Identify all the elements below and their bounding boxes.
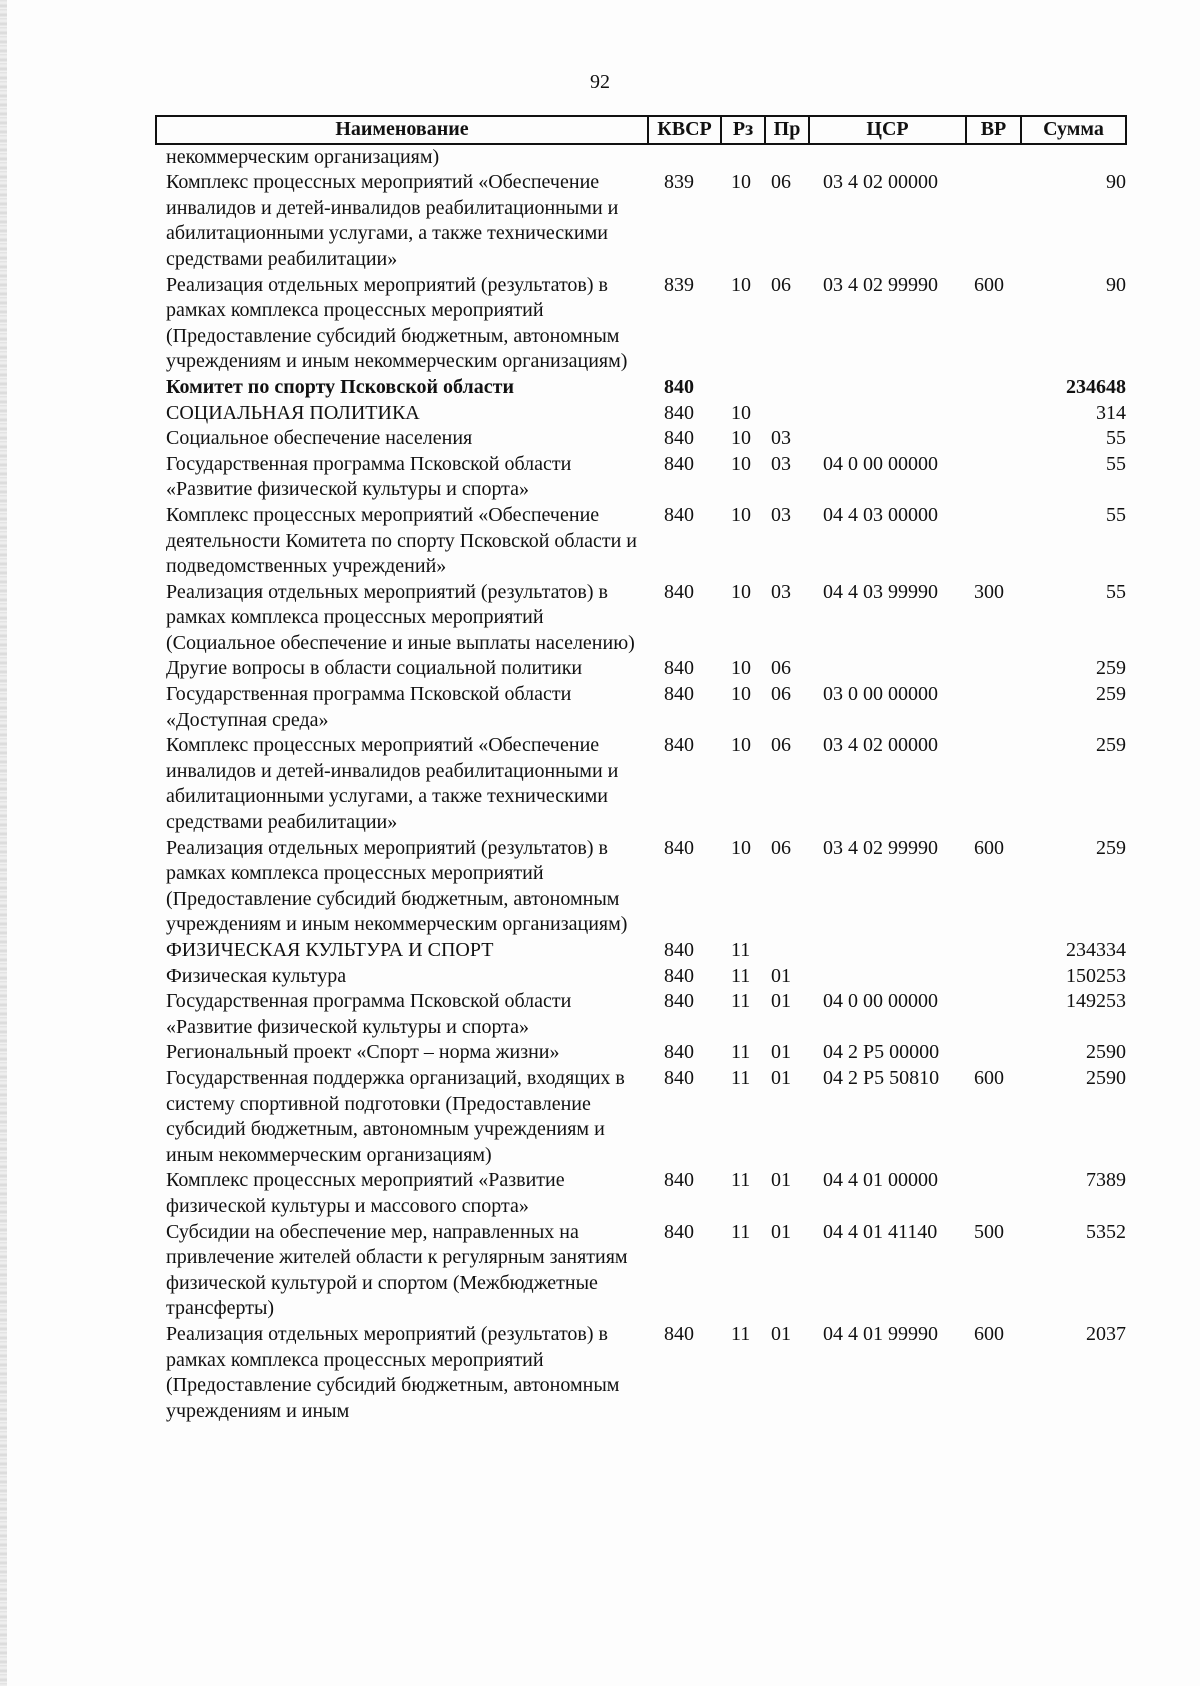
cell-name: Другие вопросы в области социальной политики: [166, 657, 583, 680]
cell-kvsr: 840: [664, 1220, 694, 1243]
cell-sum: 90: [1106, 171, 1126, 194]
cell-kvsr: [648, 144, 721, 171]
cell-pr: 03: [771, 580, 791, 603]
cell-pr: 01: [771, 990, 791, 1013]
cell-kvsr: 840: [664, 734, 694, 757]
cell-csr: 03 4 02 00000: [823, 171, 938, 194]
cell-csr: 04 0 00 00000: [823, 452, 938, 475]
cell-vr: 600: [974, 836, 1004, 859]
cell-rz: 10: [731, 452, 751, 475]
cell-csr: [809, 656, 966, 682]
cell-pr: 06: [771, 657, 791, 680]
cell-vr: [966, 989, 1021, 1040]
cell-name: Реализация отдельных мероприятий (результатов) в рамках комплекса процессных мероприятий (Предоставление субсидий бюджетным, автономным учреждениям и иным: [166, 1322, 620, 1422]
cell-name: Комплекс процессных мероприятий «Развитие физической культуры и массового спорта»: [166, 1169, 565, 1217]
cell-name: Государственная программа Псковской области «Развитие физической культуры и спорта»: [166, 452, 572, 501]
cell-pr: 03: [771, 427, 791, 450]
table-row: [156, 733, 1126, 835]
cell-sum: 2590: [1086, 1066, 1126, 1089]
cell-rz: 11: [731, 1066, 751, 1089]
cell-sum: 234334: [1066, 939, 1126, 961]
cell-name: Государственная программа Псковской области «Развитие физической культуры и спорта»: [166, 990, 572, 1038]
cell-pr: [765, 144, 809, 171]
cell-sum: 259: [1096, 657, 1126, 680]
cell-name: Реализация отдельных мероприятий (результатов) в рамках комплекса процессных мероприятий (Социальное обеспечение и иные выплаты населению): [166, 580, 635, 654]
cell-vr: [966, 1168, 1021, 1219]
cell-pr: 03: [771, 452, 791, 475]
page-number: 92: [590, 71, 610, 93]
cell-csr: 04 4 03 99990: [823, 580, 938, 603]
table-row: [156, 989, 1126, 1040]
cell-sum: 259: [1096, 683, 1126, 706]
scan-edge: [0, 0, 7, 1686]
cell-pr: 01: [771, 1322, 791, 1345]
cell-csr: 03 4 02 99990: [823, 273, 938, 296]
cell-pr: 06: [771, 171, 791, 194]
cell-sum: 55: [1106, 580, 1126, 603]
cell-csr: 04 4 01 41140: [823, 1220, 938, 1243]
cell-vr: 600: [974, 1322, 1004, 1345]
cell-rz: 11: [731, 1041, 751, 1064]
column-header-sum: Сумма: [1021, 116, 1126, 144]
cell-name: Государственная программа Псковской области «Доступная среда»: [166, 683, 572, 731]
cell-rz: 10: [731, 171, 751, 194]
cell-vr: [966, 426, 1021, 452]
cell-pr: [765, 375, 809, 401]
cell-pr: 01: [771, 1169, 791, 1192]
cell-pr: 06: [771, 683, 791, 706]
cell-pr: 06: [771, 734, 791, 757]
cell-name: Социальное обеспечение населения: [166, 427, 473, 450]
cell-kvsr: 840: [664, 580, 694, 603]
cell-sum: 7389: [1086, 1169, 1126, 1192]
table-row: [156, 836, 1126, 938]
table-row: [156, 656, 1126, 682]
cell-sum: 55: [1106, 427, 1126, 450]
table-row: [156, 503, 1126, 580]
cell-vr: [966, 733, 1021, 835]
cell-csr: [809, 426, 966, 452]
table-row: [156, 426, 1126, 452]
cell-pr: 06: [771, 273, 791, 296]
cell-csr: 04 4 01 00000: [823, 1169, 938, 1192]
cell-csr: 04 2 P5 50810: [823, 1066, 940, 1089]
cell-csr: [809, 401, 966, 427]
cell-sum: 149253: [1066, 990, 1126, 1013]
cell-rz: 10: [731, 836, 751, 859]
cell-rz: 10: [731, 734, 751, 757]
cell-rz: 11: [731, 1322, 751, 1345]
cell-sum: 2037: [1086, 1322, 1126, 1345]
cell-sum: 259: [1096, 836, 1126, 859]
cell-rz: 10: [731, 580, 751, 603]
cell-pr: 01: [771, 1066, 791, 1089]
cell-rz: 11: [731, 990, 751, 1013]
column-header-vr: ВР: [966, 116, 1021, 144]
cell-csr: [809, 964, 966, 990]
table-body: [156, 144, 1126, 1425]
cell-name: некоммерческим организациям): [166, 145, 440, 168]
cell-vr: [966, 1040, 1021, 1066]
cell-pr: 01: [771, 1220, 791, 1243]
table-header: [156, 116, 1126, 144]
cell-csr: 04 2 P5 00000: [823, 1041, 940, 1064]
cell-kvsr: 840: [664, 1322, 694, 1345]
cell-vr: [966, 938, 1021, 964]
cell-name: ФИЗИЧЕСКАЯ КУЛЬТУРА И СПОРТ: [166, 939, 494, 961]
cell-csr: [809, 144, 966, 171]
cell-name: Государственная поддержка организаций, входящих в систему спортивной подготовки (Предоставление субсидий бюджетным, автономным учреждениям и иным некоммерческим организациям): [166, 1066, 625, 1166]
table-row: [156, 452, 1126, 503]
cell-rz: 10: [731, 427, 751, 450]
cell-rz: 11: [731, 1169, 751, 1192]
cell-pr: 01: [771, 964, 791, 987]
cell-vr: [966, 375, 1021, 401]
cell-kvsr: 840: [664, 452, 694, 475]
cell-rz: [721, 144, 765, 171]
table-row: [156, 1066, 1126, 1168]
table-row: [156, 1168, 1126, 1219]
cell-rz: [721, 375, 765, 401]
cell-vr: 600: [974, 273, 1004, 296]
budget-table: [155, 115, 1127, 1424]
cell-kvsr: 839: [664, 171, 694, 194]
cell-rz: 11: [731, 939, 751, 961]
cell-name: Комплекс процессных мероприятий «Обеспечение инвалидов и детей-инвалидов реабилитационными и абилитационными услугами, а также техническими средствами реабилитации»: [166, 734, 619, 834]
table-row: [156, 1040, 1126, 1066]
table-row: [156, 580, 1126, 657]
cell-csr: 04 0 00 00000: [823, 990, 938, 1013]
cell-name: Региональный проект «Спорт – норма жизни»: [166, 1041, 560, 1064]
cell-vr: 500: [974, 1220, 1004, 1243]
column-header-name: Наименование: [156, 116, 648, 144]
cell-rz: 10: [731, 657, 751, 680]
column-header-pr: Пр: [765, 116, 809, 144]
cell-pr: 06: [771, 836, 791, 859]
cell-sum: 2590: [1086, 1041, 1126, 1064]
cell-sum: 234648: [1066, 375, 1126, 398]
cell-kvsr: 840: [664, 964, 694, 987]
cell-vr: [966, 656, 1021, 682]
cell-csr: [809, 938, 966, 964]
cell-sum: 259: [1096, 734, 1126, 757]
cell-rz: 10: [731, 401, 751, 424]
cell-csr: 03 4 02 00000: [823, 734, 938, 757]
cell-name: СОЦИАЛЬНАЯ ПОЛИТИКА: [166, 401, 420, 424]
cell-sum: 314: [1096, 401, 1126, 424]
cell-name: Комплекс процессных мероприятий «Обеспечение инвалидов и детей-инвалидов реабилитационными и абилитационными услугами, а также техническими средствами реабилитации»: [166, 171, 619, 270]
header-row: [156, 116, 1126, 144]
column-header-csr: ЦСР: [809, 116, 966, 144]
cell-csr: 04 4 03 00000: [823, 503, 938, 526]
cell-vr: 600: [974, 1066, 1004, 1089]
cell-name: Субсидии на обеспечение мер, направленных на привлечение жителей области к регулярным занятиям физической культурой и спортом (Межбюджетные трансферты): [166, 1220, 628, 1320]
cell-pr: 03: [771, 503, 791, 526]
cell-rz: 11: [731, 1220, 751, 1243]
cell-kvsr: 839: [664, 273, 694, 296]
cell-csr: 04 4 01 99990: [823, 1322, 938, 1345]
cell-csr: 03 4 02 99990: [823, 836, 938, 859]
table-row: [156, 964, 1126, 990]
cell-name: Реализация отдельных мероприятий (результатов) в рамках комплекса процессных мероприятий (Предоставление субсидий бюджетным, автономным учреждениям и иным некоммерческим организациям): [166, 273, 628, 373]
column-header-kvsr: КВСР: [648, 116, 721, 144]
cell-pr: [765, 938, 809, 964]
cell-kvsr: 840: [664, 1169, 694, 1192]
cell-kvsr: 840: [664, 401, 694, 424]
cell-csr: [809, 375, 966, 401]
cell-kvsr: 840: [664, 657, 694, 680]
cell-vr: [966, 682, 1021, 733]
cell-sum: 5352: [1086, 1220, 1126, 1243]
cell-kvsr: 840: [664, 503, 694, 526]
cell-sum: 55: [1106, 503, 1126, 526]
cell-name: Физическая культура: [166, 964, 347, 987]
cell-name: Реализация отдельных мероприятий (результатов) в рамках комплекса процессных мероприятий (Предоставление субсидий бюджетным, автономным учреждениям и иным некоммерческим организациям): [166, 836, 628, 936]
cell-name: Комитет по спорту Псковской области: [166, 375, 514, 398]
table-row: [156, 170, 1126, 272]
cell-vr: [966, 503, 1021, 580]
cell-rz: 10: [731, 503, 751, 526]
table-row: [156, 401, 1126, 427]
cell-kvsr: 840: [664, 427, 694, 450]
cell-pr: 01: [771, 1041, 791, 1064]
cell-kvsr: 840: [664, 939, 694, 961]
cell-kvsr: 840: [664, 1041, 694, 1064]
table-row: [156, 1322, 1126, 1424]
cell-kvsr: 840: [664, 1066, 694, 1089]
cell-rz: 10: [731, 273, 751, 296]
cell-vr: [966, 964, 1021, 990]
table-row: [156, 938, 1126, 964]
column-header-rz: Рз: [721, 116, 765, 144]
cell-sum: 150253: [1066, 964, 1126, 987]
cell-kvsr: 840: [664, 683, 694, 706]
cell-sum: 55: [1106, 452, 1126, 475]
cell-kvsr: 840: [664, 836, 694, 859]
cell-vr: 300: [974, 580, 1004, 603]
cell-vr: [966, 401, 1021, 427]
cell-vr: [966, 144, 1021, 171]
cell-vr: [966, 452, 1021, 503]
cell-kvsr: 840: [664, 990, 694, 1013]
cell-sum: 90: [1106, 273, 1126, 296]
cell-rz: 10: [731, 683, 751, 706]
table-row: [156, 1220, 1126, 1322]
cell-vr: [966, 170, 1021, 272]
cell-sum: [1021, 144, 1126, 171]
cell-csr: 03 0 00 00000: [823, 683, 938, 706]
table-row: [156, 273, 1126, 375]
cell-pr: [765, 401, 809, 427]
cell-name: Комплекс процессных мероприятий «Обеспечение деятельности Комитета по спорту Псковской области и подведомственных учреждений»: [166, 503, 637, 578]
table-row: [156, 375, 1126, 401]
table-row: [156, 682, 1126, 733]
cell-kvsr: 840: [664, 375, 694, 398]
cell-rz: 11: [731, 964, 751, 987]
table-row: [156, 144, 1126, 171]
